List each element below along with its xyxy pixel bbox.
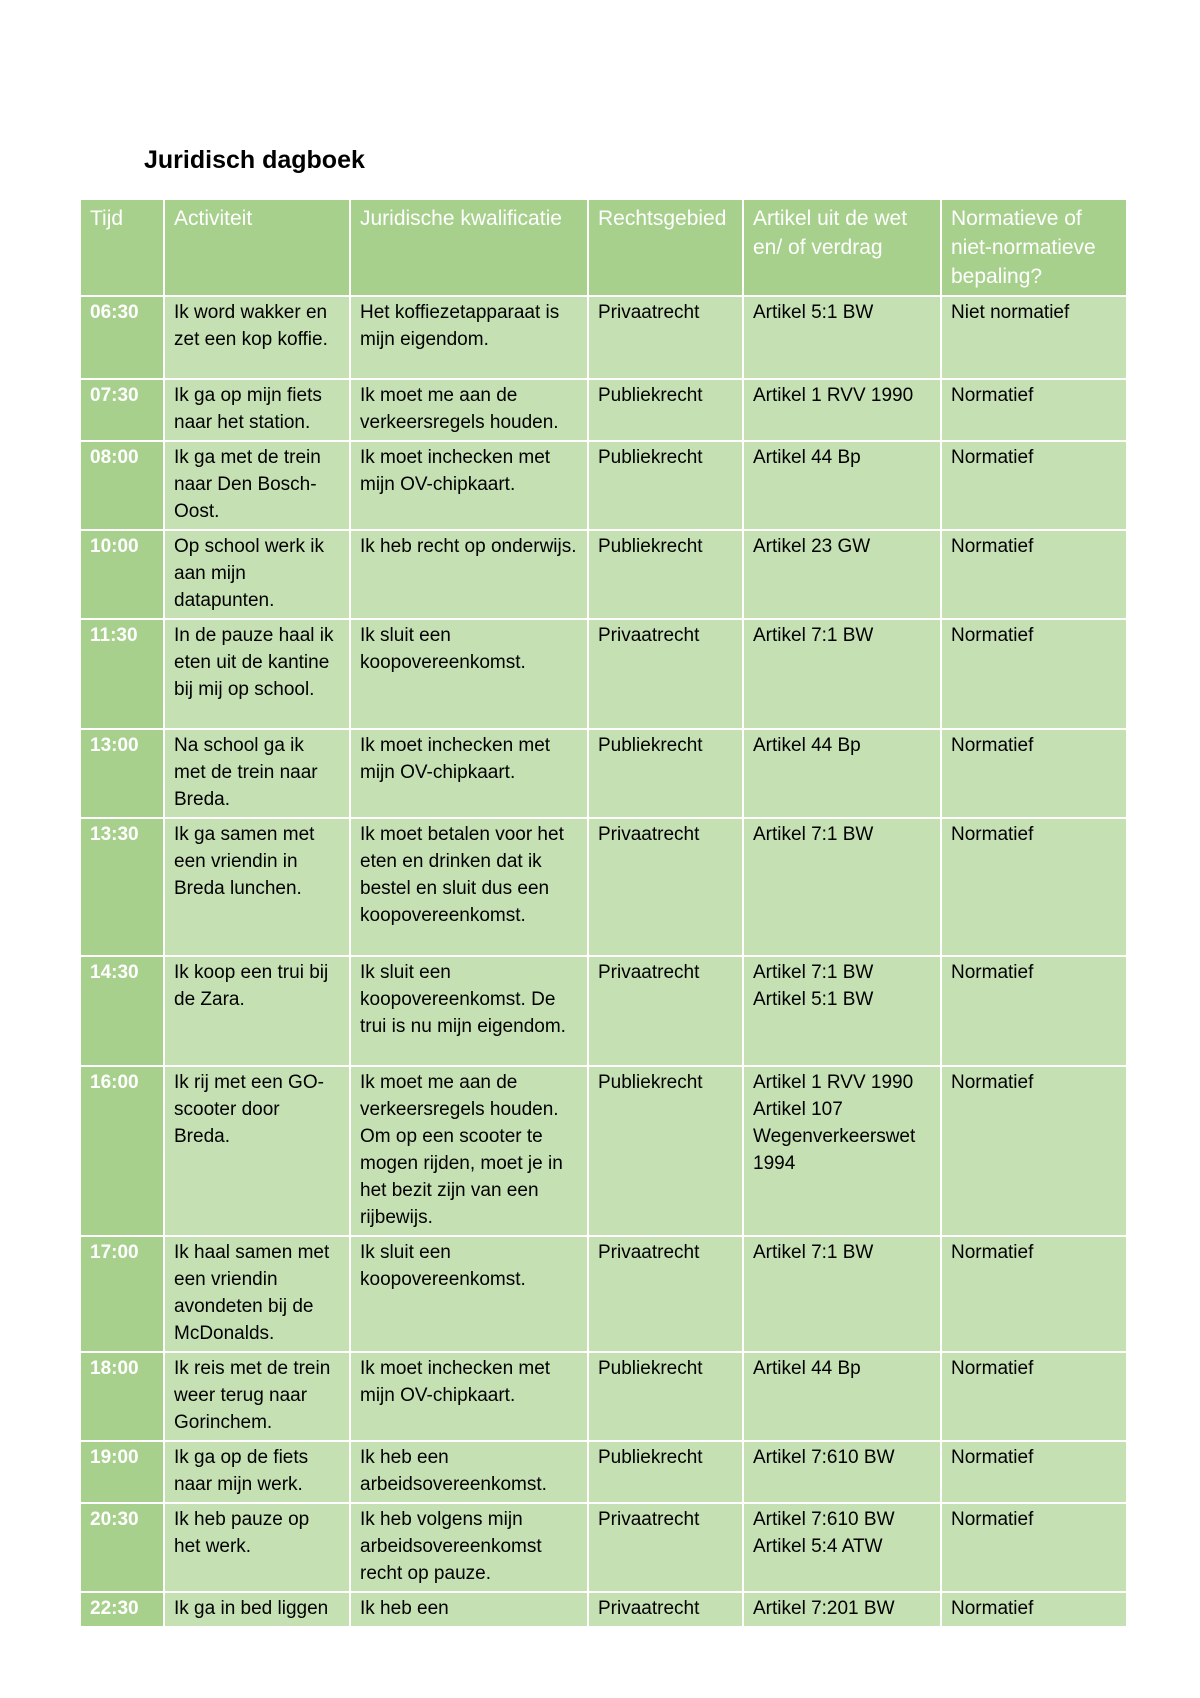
area-cell: Publiekrecht [588,441,743,530]
activity-cell: Ik ga met de trein naar Den Bosch-Oost. [164,441,350,530]
article-cell: Artikel 44 Bp [743,1352,941,1441]
time-cell: 08:00 [80,441,164,530]
page-title: Juridisch dagboek [144,146,365,174]
activity-cell: Na school ga ik met de trein naar Breda. [164,729,350,818]
article-cell: Artikel 7:1 BW [743,619,941,729]
norm-cell: Normatief [941,379,1127,441]
time-cell: 20:30 [80,1503,164,1592]
header-normatief: Normatieve of niet-normatieve bepaling? [941,199,1127,296]
table-row [80,441,1127,530]
header-artikel: Artikel uit de wet en/ of verdrag [743,199,941,296]
table-row [80,379,1127,441]
activity-cell: Ik ga op mijn fiets naar het station. [164,379,350,441]
norm-cell: Normatief [941,441,1127,530]
norm-cell: Normatief [941,956,1127,1066]
activity-cell: Ik rij met een GO-scooter door Breda. [164,1066,350,1236]
article-cell: Artikel 44 Bp [743,441,941,530]
norm-cell: Normatief [941,1066,1127,1236]
time-cell: 19:00 [80,1441,164,1503]
time-cell: 13:30 [80,818,164,956]
area-cell: Publiekrecht [588,379,743,441]
diary-table [79,198,1128,1628]
area-cell: Privaatrecht [588,956,743,1066]
qualification-cell: Ik sluit een koopovereenkomst. De trui is nu mijn eigendom. [350,956,588,1066]
article-cell: Artikel 7:1 BW [743,1236,941,1352]
area-cell: Publiekrecht [588,729,743,818]
area-cell: Publiekrecht [588,1441,743,1503]
article-cell: Artikel 7:610 BW [743,1441,941,1503]
article-cell: Artikel 7:610 BW Artikel 5:4 ATW [743,1503,941,1592]
qualification-cell: Ik moet me aan de verkeersregels houden. [350,379,588,441]
qualification-cell: Ik heb recht op onderwijs. [350,530,588,619]
header-activiteit: Activiteit [164,199,350,296]
article-cell: Artikel 44 Bp [743,729,941,818]
table-row [80,619,1127,729]
qualification-cell: Ik heb volgens mijn arbeidsovereenkomst recht op pauze. [350,1503,588,1592]
time-cell: 16:00 [80,1066,164,1236]
qualification-cell: Ik moet inchecken met mijn OV-chipkaart. [350,441,588,530]
table-row [80,1592,1127,1627]
qualification-cell: Ik heb een [350,1592,588,1627]
area-cell: Publiekrecht [588,1066,743,1236]
activity-cell: Ik haal samen met een vriendin avondeten bij de McDonalds. [164,1236,350,1352]
table-row [80,1352,1127,1441]
table-header-row [80,199,1127,296]
activity-cell: Ik reis met de trein weer terug naar Gorinchem. [164,1352,350,1441]
table-row [80,530,1127,619]
qualification-cell: Het koffiezetapparaat is mijn eigendom. [350,296,588,379]
article-cell: Artikel 7:1 BW [743,818,941,956]
activity-cell: Ik word wakker en zet een kop koffie. [164,296,350,379]
header-rechtsgebied: Rechtsgebied [588,199,743,296]
activity-cell: Ik koop een trui bij de Zara. [164,956,350,1066]
norm-cell: Normatief [941,818,1127,956]
time-cell: 11:30 [80,619,164,729]
table-row [80,1066,1127,1236]
table-row [80,1441,1127,1503]
activity-cell: Op school werk ik aan mijn datapunten. [164,530,350,619]
qualification-cell: Ik moet betalen voor het eten en drinken dat ik bestel en sluit dus een koopovereenkomst. [350,818,588,956]
norm-cell: Normatief [941,1441,1127,1503]
article-cell: Artikel 5:1 BW [743,296,941,379]
area-cell: Privaatrecht [588,1236,743,1352]
header-kwalificatie: Juridische kwalificatie [350,199,588,296]
area-cell: Publiekrecht [588,1352,743,1441]
norm-cell: Normatief [941,729,1127,818]
activity-cell: Ik ga op de fiets naar mijn werk. [164,1441,350,1503]
qualification-cell: Ik moet me aan de verkeersregels houden. Om op een scooter te mogen rijden, moet je in het bezit zijn van een rijbewijs. [350,1066,588,1236]
norm-cell: Normatief [941,1236,1127,1352]
area-cell: Privaatrecht [588,619,743,729]
activity-cell: Ik ga samen met een vriendin in Breda lunchen. [164,818,350,956]
qualification-cell: Ik sluit een koopovereenkomst. [350,1236,588,1352]
article-cell: Artikel 7:201 BW [743,1592,941,1627]
article-cell: Artikel 7:1 BW Artikel 5:1 BW [743,956,941,1066]
table-row [80,1236,1127,1352]
time-cell: 07:30 [80,379,164,441]
time-cell: 14:30 [80,956,164,1066]
table-row [80,956,1127,1066]
area-cell: Publiekrecht [588,530,743,619]
article-cell: Artikel 23 GW [743,530,941,619]
time-cell: 17:00 [80,1236,164,1352]
norm-cell: Normatief [941,619,1127,729]
norm-cell: Niet normatief [941,296,1127,379]
qualification-cell: Ik heb een arbeidsovereenkomst. [350,1441,588,1503]
qualification-cell: Ik moet inchecken met mijn OV-chipkaart. [350,729,588,818]
table-row [80,1503,1127,1592]
time-cell: 06:30 [80,296,164,379]
time-cell: 13:00 [80,729,164,818]
activity-cell: Ik heb pauze op het werk. [164,1503,350,1592]
area-cell: Privaatrecht [588,296,743,379]
norm-cell: Normatief [941,1503,1127,1592]
article-cell: Artikel 1 RVV 1990 [743,379,941,441]
area-cell: Privaatrecht [588,1503,743,1592]
table-row [80,729,1127,818]
activity-cell: In de pauze haal ik eten uit de kantine bij mij op school. [164,619,350,729]
norm-cell: Normatief [941,530,1127,619]
header-tijd: Tijd [80,199,164,296]
area-cell: Privaatrecht [588,818,743,956]
norm-cell: Normatief [941,1592,1127,1627]
article-cell: Artikel 1 RVV 1990 Artikel 107 Wegenverkeerswet 1994 [743,1066,941,1236]
qualification-cell: Ik sluit een koopovereenkomst. [350,619,588,729]
time-cell: 22:30 [80,1592,164,1627]
table-row [80,296,1127,379]
activity-cell: Ik ga in bed liggen [164,1592,350,1627]
qualification-cell: Ik moet inchecken met mijn OV-chipkaart. [350,1352,588,1441]
table-row [80,818,1127,956]
time-cell: 10:00 [80,530,164,619]
area-cell: Privaatrecht [588,1592,743,1627]
time-cell: 18:00 [80,1352,164,1441]
norm-cell: Normatief [941,1352,1127,1441]
